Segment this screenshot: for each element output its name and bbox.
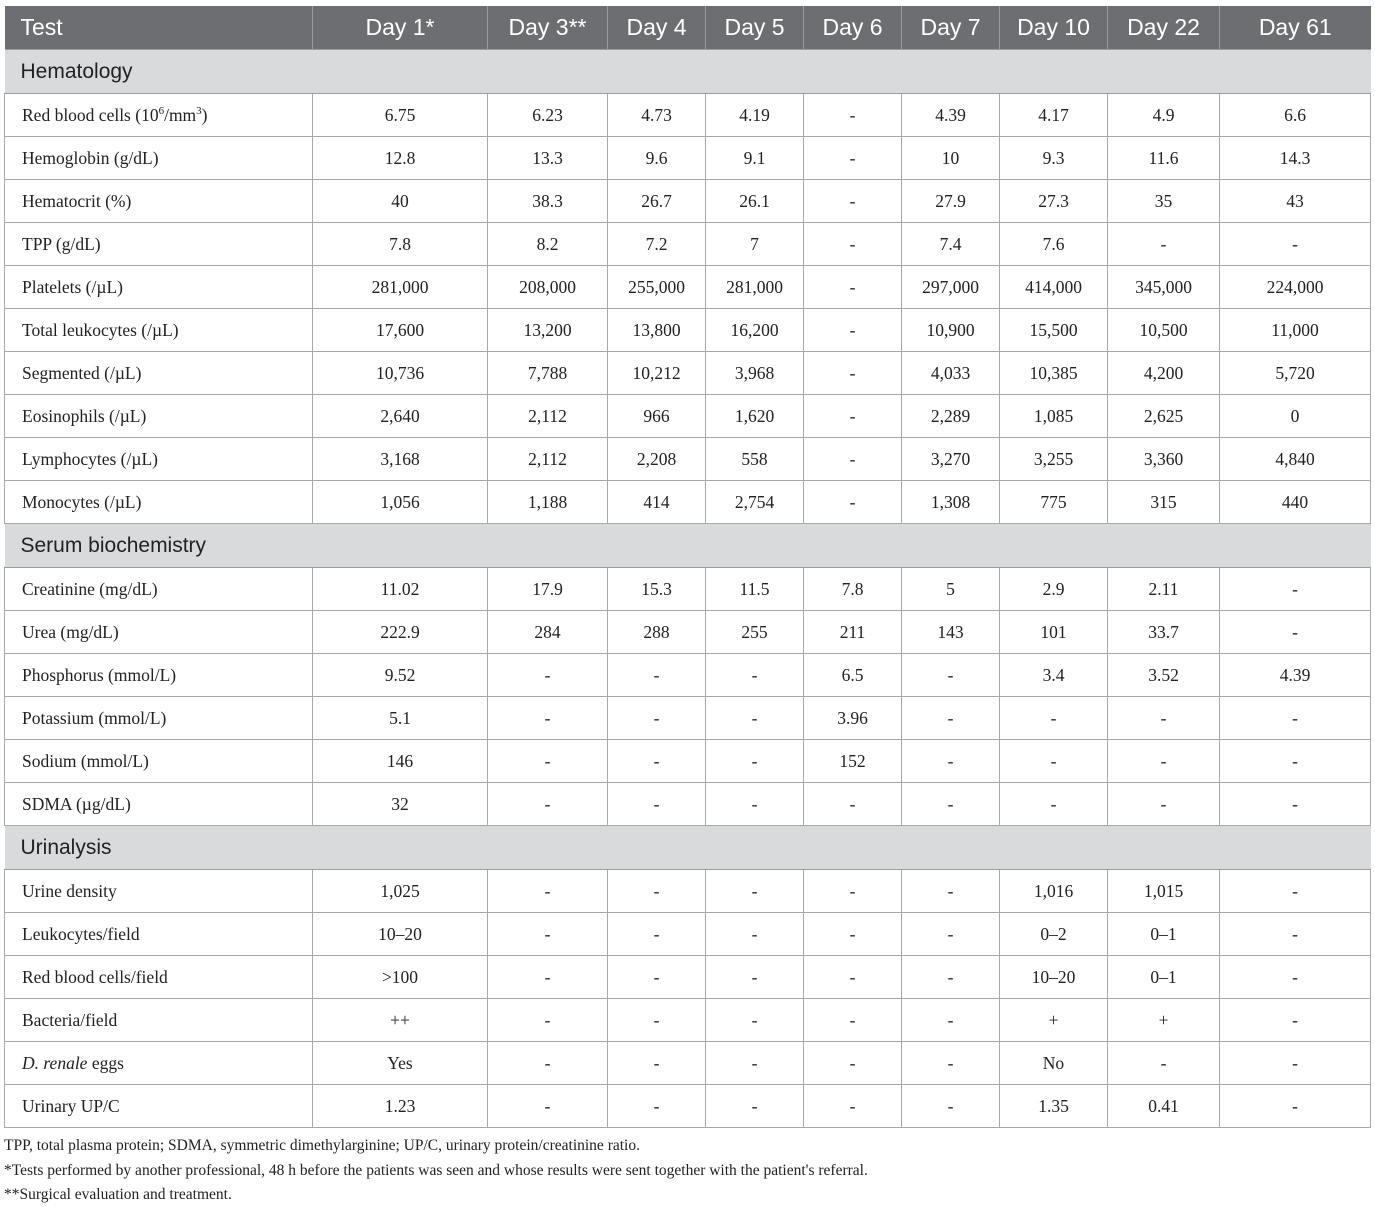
table-cell: + <box>1000 999 1108 1042</box>
table-cell: - <box>1000 697 1108 740</box>
table-row <box>5 913 1371 956</box>
table-cell: 2.11 <box>1108 568 1220 611</box>
table-cell: - <box>804 783 902 826</box>
table-cell: - <box>706 783 804 826</box>
column-header-day: Day 5 <box>706 6 804 50</box>
table-cell: 3,270 <box>902 438 1000 481</box>
row-label-label: Segmented (/µL) <box>22 362 142 383</box>
row-label-label: Urinary UP/C <box>22 1095 120 1116</box>
table-cell: 4.39 <box>1220 654 1371 697</box>
table-cell: - <box>804 352 902 395</box>
table-cell: 26.7 <box>608 180 706 223</box>
table-cell: - <box>488 740 608 783</box>
row-label-label-sup2: 3 <box>196 104 202 117</box>
table-cell: 0–2 <box>1000 913 1108 956</box>
table-row <box>5 611 1371 654</box>
table-cell: 10,500 <box>1108 309 1220 352</box>
row-label-label-post: eggs <box>87 1052 124 1073</box>
column-header-day: Day 7 <box>902 6 1000 50</box>
table-cell: 13,800 <box>608 309 706 352</box>
table-cell: 4.19 <box>706 94 804 137</box>
row-label-label: Hematocrit (%) <box>22 190 132 211</box>
table-cell: 4,200 <box>1108 352 1220 395</box>
table-cell: - <box>1220 1042 1371 1085</box>
row-label <box>5 137 313 180</box>
table-cell: 27.3 <box>1000 180 1108 223</box>
table-cell: 11.6 <box>1108 137 1220 180</box>
table-cell: - <box>488 697 608 740</box>
table-cell: - <box>488 1042 608 1085</box>
table-cell: 9.1 <box>706 137 804 180</box>
table-cell: 9.6 <box>608 137 706 180</box>
table-cell: - <box>902 783 1000 826</box>
table-cell: 7.8 <box>313 223 488 266</box>
row-label <box>5 481 313 524</box>
table-cell: 11.5 <box>706 568 804 611</box>
table-cell: 255,000 <box>608 266 706 309</box>
table-cell: 440 <box>1220 481 1371 524</box>
table-cell: + <box>1108 999 1220 1042</box>
table-row <box>5 956 1371 999</box>
table-cell: - <box>804 999 902 1042</box>
table-cell: 6.5 <box>804 654 902 697</box>
table-cell: 1.23 <box>313 1085 488 1128</box>
table-row <box>5 999 1371 1042</box>
table-cell: - <box>902 870 1000 913</box>
table-row <box>5 568 1371 611</box>
table-cell: 7,788 <box>488 352 608 395</box>
footnote-abbreviations: TPP, total plasma protein; SDMA, symmetric dimethylarginine; UP/C, urinary protein/creatinine ratio. <box>4 1137 640 1154</box>
table-cell: 1,188 <box>488 481 608 524</box>
footnote-day1: *Tests performed by another professional, 48 h before the patients was seen and whose results were sent together with the patient's referral. <box>4 1161 868 1179</box>
section-title: Serum biochemistry <box>5 524 1371 568</box>
table-cell: - <box>1108 783 1220 826</box>
row-label <box>5 395 313 438</box>
row-label-label: Potassium (mmol/L) <box>22 707 167 728</box>
table-cell: 281,000 <box>313 266 488 309</box>
table-cell: - <box>1220 913 1371 956</box>
table-cell: - <box>488 999 608 1042</box>
table-cell: - <box>706 999 804 1042</box>
table-cell: 6.23 <box>488 94 608 137</box>
table-cell: 0.41 <box>1108 1085 1220 1128</box>
table-row <box>5 870 1371 913</box>
section-header-row <box>5 524 1371 568</box>
table-row <box>5 309 1371 352</box>
table-cell: 10–20 <box>1000 956 1108 999</box>
table-cell: - <box>804 481 902 524</box>
table-cell: 8.2 <box>488 223 608 266</box>
table-cell: - <box>608 956 706 999</box>
table-row <box>5 180 1371 223</box>
table-row <box>5 438 1371 481</box>
table-cell: 5 <box>902 568 1000 611</box>
table-cell: 3.96 <box>804 697 902 740</box>
table-cell: 558 <box>706 438 804 481</box>
table-row <box>5 137 1371 180</box>
row-label <box>5 697 313 740</box>
table-cell: - <box>902 1042 1000 1085</box>
table-cell: - <box>1220 740 1371 783</box>
footnotes <box>4 1134 1370 1208</box>
table-cell: 152 <box>804 740 902 783</box>
table-cell: 146 <box>313 740 488 783</box>
table-cell: 7.8 <box>804 568 902 611</box>
table-cell: - <box>1220 999 1371 1042</box>
table-cell: - <box>804 870 902 913</box>
table-row <box>5 223 1371 266</box>
row-label-label: Hemoglobin (g/dL) <box>22 147 159 168</box>
table-cell: 1,015 <box>1108 870 1220 913</box>
table-cell: 0–1 <box>1108 956 1220 999</box>
table-cell: - <box>1220 956 1371 999</box>
row-label-label: TPP (g/dL) <box>22 233 101 254</box>
table-row <box>5 94 1371 137</box>
column-header-day: Day 10 <box>1000 6 1108 50</box>
row-label-label: Lymphocytes (/µL) <box>22 448 158 469</box>
table-cell: 1.35 <box>1000 1085 1108 1128</box>
row-label-label: Platelets (/µL) <box>22 276 123 297</box>
table-cell: - <box>804 94 902 137</box>
row-label <box>5 309 313 352</box>
table-cell: 16,200 <box>706 309 804 352</box>
table-cell: - <box>902 913 1000 956</box>
table-row <box>5 783 1371 826</box>
table-cell: 281,000 <box>706 266 804 309</box>
table-cell: 5,720 <box>1220 352 1371 395</box>
table-cell: 297,000 <box>902 266 1000 309</box>
column-header-day: Day 61 <box>1220 6 1371 50</box>
table-cell: - <box>706 654 804 697</box>
table-cell: 3,255 <box>1000 438 1108 481</box>
table-cell: - <box>1000 783 1108 826</box>
table-cell: 4.39 <box>902 94 1000 137</box>
section-header-row <box>5 826 1371 870</box>
table-cell: - <box>706 870 804 913</box>
table-row <box>5 1042 1371 1085</box>
row-label-label-mid: /mm <box>164 104 197 125</box>
table-cell: 1,025 <box>313 870 488 913</box>
table-cell: >100 <box>313 956 488 999</box>
table-cell: 3,168 <box>313 438 488 481</box>
table-cell: 13,200 <box>488 309 608 352</box>
table-cell: 0 <box>1220 395 1371 438</box>
table-cell: 101 <box>1000 611 1108 654</box>
row-label <box>5 913 313 956</box>
table-cell: - <box>706 697 804 740</box>
table-cell: 2.9 <box>1000 568 1108 611</box>
table-cell: - <box>1220 783 1371 826</box>
table-cell: 10,900 <box>902 309 1000 352</box>
table-cell: 43 <box>1220 180 1371 223</box>
table-cell: 3,968 <box>706 352 804 395</box>
table-cell: 15.3 <box>608 568 706 611</box>
table-cell: 255 <box>706 611 804 654</box>
section-title: Urinalysis <box>5 826 1371 870</box>
column-header-day: Day 6 <box>804 6 902 50</box>
table-row <box>5 740 1371 783</box>
table-cell: 4,033 <box>902 352 1000 395</box>
table-cell: - <box>608 654 706 697</box>
table-cell: - <box>608 870 706 913</box>
table-cell: 10 <box>902 137 1000 180</box>
table-cell: 143 <box>902 611 1000 654</box>
row-label-label-post: ) <box>201 104 208 125</box>
table-cell: - <box>902 999 1000 1042</box>
table-cell: - <box>1220 611 1371 654</box>
row-label <box>5 180 313 223</box>
table-cell: 12.8 <box>313 137 488 180</box>
row-label <box>5 94 313 137</box>
table-cell: 33.7 <box>1108 611 1220 654</box>
table-cell: - <box>804 1085 902 1128</box>
table-cell: - <box>488 654 608 697</box>
table-cell: 7 <box>706 223 804 266</box>
table-cell: 32 <box>313 783 488 826</box>
table-cell: 222.9 <box>313 611 488 654</box>
row-label <box>5 223 313 266</box>
table-cell: 6.6 <box>1220 94 1371 137</box>
table-cell: ++ <box>313 999 488 1042</box>
table-cell: Yes <box>313 1042 488 1085</box>
row-label <box>5 999 313 1042</box>
table-cell: - <box>488 956 608 999</box>
row-label-label: Creatinine (mg/dL) <box>22 578 158 599</box>
table-cell: 2,208 <box>608 438 706 481</box>
table-cell: 414,000 <box>1000 266 1108 309</box>
table-cell: - <box>706 956 804 999</box>
table-cell: - <box>706 1085 804 1128</box>
table-cell: 288 <box>608 611 706 654</box>
table-cell: 13.3 <box>488 137 608 180</box>
table-cell: - <box>902 740 1000 783</box>
table-cell: 7.2 <box>608 223 706 266</box>
table-cell: - <box>1108 1042 1220 1085</box>
column-header-day: Day 3** <box>488 6 608 50</box>
table-cell: 4,840 <box>1220 438 1371 481</box>
table-cell: 4.17 <box>1000 94 1108 137</box>
table-cell: 1,620 <box>706 395 804 438</box>
row-label <box>5 438 313 481</box>
table-cell: 3,360 <box>1108 438 1220 481</box>
table-cell: - <box>1220 223 1371 266</box>
column-header-day: Day 1* <box>313 6 488 50</box>
table-cell: 9.52 <box>313 654 488 697</box>
table-cell: 15,500 <box>1000 309 1108 352</box>
table-cell: 38.3 <box>488 180 608 223</box>
table-cell: 2,112 <box>488 438 608 481</box>
table-cell: 3.52 <box>1108 654 1220 697</box>
table-cell: - <box>608 999 706 1042</box>
table-cell: - <box>902 1085 1000 1128</box>
row-label <box>5 266 313 309</box>
table-cell: - <box>1220 697 1371 740</box>
table-cell: 7.4 <box>902 223 1000 266</box>
row-label-label: Urine density <box>22 880 117 901</box>
table-cell: - <box>608 783 706 826</box>
lab-results-table-container <box>4 6 1370 1128</box>
row-label-label-italic: D. renale <box>22 1052 88 1073</box>
table-cell: 11,000 <box>1220 309 1371 352</box>
table-cell: - <box>608 913 706 956</box>
table-cell: - <box>902 956 1000 999</box>
table-cell: - <box>706 1042 804 1085</box>
column-header-test: Test <box>5 6 313 50</box>
row-label-label: Leukocytes/field <box>22 923 140 944</box>
table-cell: 224,000 <box>1220 266 1371 309</box>
row-label <box>5 1085 313 1128</box>
table-cell: 775 <box>1000 481 1108 524</box>
table-cell: 11.02 <box>313 568 488 611</box>
table-cell: 17.9 <box>488 568 608 611</box>
table-cell: - <box>804 438 902 481</box>
header-row <box>5 6 1371 50</box>
table-cell: - <box>804 956 902 999</box>
row-label <box>5 654 313 697</box>
table-cell: - <box>902 654 1000 697</box>
table-row <box>5 697 1371 740</box>
table-cell: 10,212 <box>608 352 706 395</box>
row-label <box>5 783 313 826</box>
table-cell: 40 <box>313 180 488 223</box>
lab-results-table <box>4 6 1371 1128</box>
table-cell: 208,000 <box>488 266 608 309</box>
table-cell: - <box>1220 870 1371 913</box>
table-cell: 1,085 <box>1000 395 1108 438</box>
table-cell: - <box>1000 740 1108 783</box>
table-row <box>5 481 1371 524</box>
table-cell: 9.3 <box>1000 137 1108 180</box>
table-cell: - <box>1108 740 1220 783</box>
footnote-day3: **Surgical evaluation and treatment. <box>4 1186 232 1203</box>
table-cell: 10,736 <box>313 352 488 395</box>
table-cell: 10–20 <box>313 913 488 956</box>
section-header-row <box>5 50 1371 94</box>
row-label <box>5 1042 313 1085</box>
table-cell: - <box>804 309 902 352</box>
table-cell: 1,016 <box>1000 870 1108 913</box>
table-cell: No <box>1000 1042 1108 1085</box>
table-cell: - <box>608 697 706 740</box>
table-cell: - <box>1220 1085 1371 1128</box>
row-label-label: Eosinophils (/µL) <box>22 405 147 426</box>
table-cell: 284 <box>488 611 608 654</box>
table-cell: 2,112 <box>488 395 608 438</box>
column-header-day: Day 22 <box>1108 6 1220 50</box>
table-cell: 5.1 <box>313 697 488 740</box>
table-cell: 6.75 <box>313 94 488 137</box>
table-cell: - <box>488 1085 608 1128</box>
table-cell: 17,600 <box>313 309 488 352</box>
table-row <box>5 1085 1371 1128</box>
table-body <box>5 50 1371 1128</box>
table-cell: - <box>804 1042 902 1085</box>
table-cell: 3.4 <box>1000 654 1108 697</box>
table-cell: 4.9 <box>1108 94 1220 137</box>
table-cell: - <box>488 783 608 826</box>
row-label-label: Red blood cells/field <box>22 966 168 987</box>
table-row <box>5 395 1371 438</box>
table-cell: 7.6 <box>1000 223 1108 266</box>
row-label <box>5 956 313 999</box>
row-label <box>5 870 313 913</box>
row-label <box>5 740 313 783</box>
table-row <box>5 352 1371 395</box>
table-cell: 1,056 <box>313 481 488 524</box>
table-cell: - <box>902 697 1000 740</box>
table-cell: - <box>608 1042 706 1085</box>
table-cell: 315 <box>1108 481 1220 524</box>
table-row <box>5 654 1371 697</box>
table-cell: 27.9 <box>902 180 1000 223</box>
table-cell: 2,640 <box>313 395 488 438</box>
row-label-label: Monocytes (/µL) <box>22 491 142 512</box>
row-label-label: Bacteria/field <box>22 1009 118 1030</box>
table-cell: - <box>488 870 608 913</box>
table-cell: 2,754 <box>706 481 804 524</box>
table-cell: 414 <box>608 481 706 524</box>
table-cell: 4.73 <box>608 94 706 137</box>
row-label <box>5 568 313 611</box>
table-cell: 966 <box>608 395 706 438</box>
table-cell: - <box>804 223 902 266</box>
table-cell: - <box>706 913 804 956</box>
table-cell: 2,289 <box>902 395 1000 438</box>
row-label-label: SDMA (µg/dL) <box>22 793 131 814</box>
table-cell: 2,625 <box>1108 395 1220 438</box>
table-cell: - <box>608 740 706 783</box>
table-cell: - <box>804 137 902 180</box>
table-row <box>5 266 1371 309</box>
table-cell: - <box>1108 223 1220 266</box>
row-label-label: Phosphorus (mmol/L) <box>22 664 177 685</box>
table-cell: 0–1 <box>1108 913 1220 956</box>
row-label-label-sup: 6 <box>158 104 165 117</box>
table-cell: 14.3 <box>1220 137 1371 180</box>
table-cell: - <box>1108 697 1220 740</box>
column-header-day: Day 4 <box>608 6 706 50</box>
table-cell: 35 <box>1108 180 1220 223</box>
row-label-label: Sodium (mmol/L) <box>22 750 149 771</box>
table-cell: 1,308 <box>902 481 1000 524</box>
table-cell: 26.1 <box>706 180 804 223</box>
table-cell: - <box>1220 568 1371 611</box>
table-cell: - <box>608 1085 706 1128</box>
row-label-label-pre: Red blood cells (10 <box>22 104 159 125</box>
row-label <box>5 611 313 654</box>
table-cell: - <box>804 395 902 438</box>
table-cell: - <box>488 913 608 956</box>
table-cell: - <box>804 180 902 223</box>
table-cell: 10,385 <box>1000 352 1108 395</box>
row-label-label: Total leukocytes (/µL) <box>22 319 179 340</box>
table-cell: 345,000 <box>1108 266 1220 309</box>
table-cell: - <box>804 913 902 956</box>
row-label <box>5 352 313 395</box>
section-title: Hematology <box>5 50 1371 94</box>
table-cell: - <box>804 266 902 309</box>
row-label-label: Urea (mg/dL) <box>22 621 119 642</box>
table-cell: - <box>706 740 804 783</box>
table-cell: 211 <box>804 611 902 654</box>
